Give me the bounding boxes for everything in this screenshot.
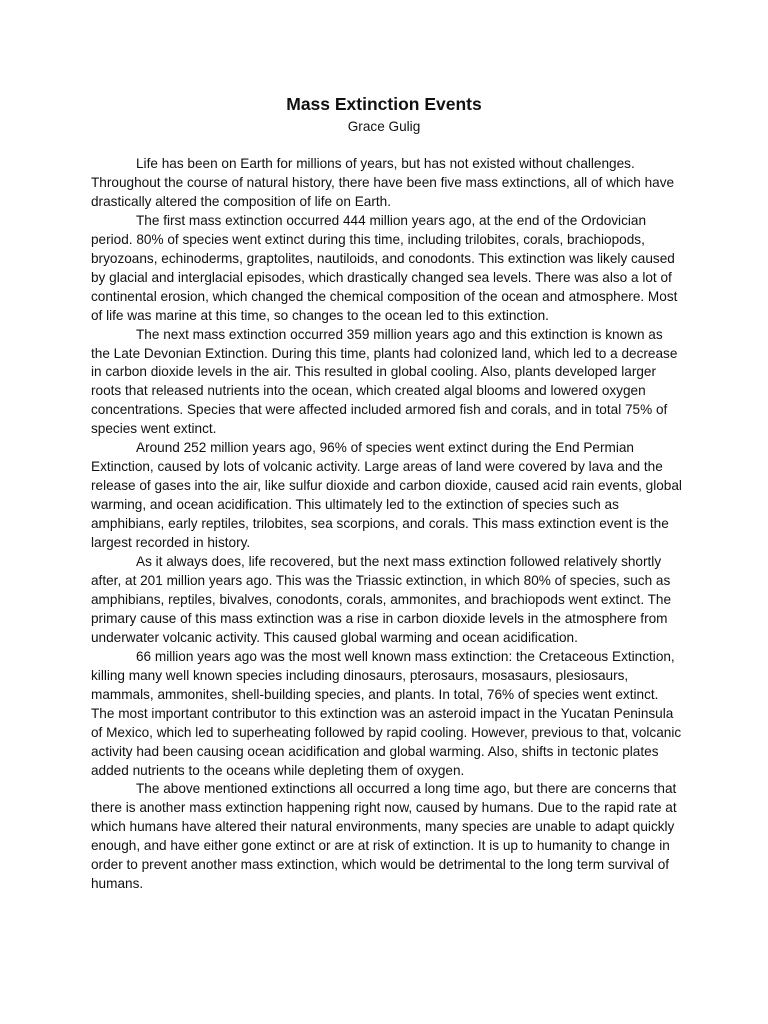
paragraph-devonian: The next mass extinction occurred 359 million years ago and this extinction is known as the Late Devonian Extinction. During this time, plants had colonized land, which led to a decrease in carbon dioxide levels in the air. This resulted in global cooling. Also, plants developed larger roots that released nutrients into the ocean, which created algal blooms and lowered oxygen concentrations. Species that were affected included armored fish and corals, and in total 75% of species went extinct.: [91, 326, 678, 437]
document-title: Mass Extinction Events: [286, 94, 482, 114]
paragraph-ordovician: The first mass extinction occurred 444 million years ago, at the end of the Ordovician period. 80% of species went extinct during this time, including trilobites, corals, brachiopods, bryozoans, echinoderms, graptolites, nautiloids, and conodonts. This extinction was likely caused by glacial and interglacial episodes, which drastically changed sea levels. There was also a lot of continental erosion, which changed the chemical composition of the ocean and atmosphere. Most of life was marine at this time, so changes to the ocean led to this extinction.: [91, 212, 678, 323]
document-body: [91, 155, 683, 894]
paragraph-conclusion: The above mentioned extinctions all occurred a long time ago, but there are concerns that there is another mass extinction happening right now, caused by humans. Due to the rapid rate at which humans have altered their natural environments, many species are unable to adapt quickly enough, and have either gone extinct or are at risk of extinction. It is up to humanity to change in order to prevent another mass extinction, which would be detrimental to the long term survival of humans.: [91, 781, 677, 892]
document-author: Grace Gulig: [347, 119, 421, 134]
paragraph-permian: Around 252 million years ago, 96% of species went extinct during the End Permian Extinction, caused by lots of volcanic activity. Large areas of land were covered by lava and the release of gases into the air, like sulfur dioxide and carbon dioxide, caused acid rain events, global warming, and ocean acidification. This ultimately led to the extinction of species such as amphibians, early reptiles, trilobites, sea scorpions, and corals. This mass extinction event is the largest recorded in history.: [91, 440, 682, 551]
paragraph-cretaceous: 66 million years ago was the most well known mass extinction: the Cretaceous Extinction, killing many well known species including dinosaurs, pterosaurs, mosasaurs, plesiosaurs, mammals, ammonites, shell-building species, and plants. In total, 76% of species went extinct. The most important contributor to this extinction was an asteroid impact in the Yucatan Peninsula of Mexico, which led to superheating followed by rapid cooling. However, previous to that, volcanic activity had been causing ocean acidification and global warming. Also, shifts in tectonic plates added nutrients to the oceans while depleting them of oxygen.: [91, 648, 682, 778]
paragraph-triassic: As it always does, life recovered, but the next mass extinction followed relatively shortly after, at 201 million years ago. This was the Triassic extinction, in which 80% of species, such as amphibians, reptiles, bivalves, conodonts, corals, ammonites, and brachiopods went extinct. The primary cause of this mass extinction was a rise in carbon dioxide levels in the atmosphere from underwater volcanic activity. This caused global warming and ocean acidification.: [91, 554, 672, 645]
paragraph-intro: Life has been on Earth for millions of years, but has not existed without challenges. Throughout the course of natural history, there have been five mass extinctions, all of which have drastically altered the composition of life on Earth.: [91, 156, 675, 209]
